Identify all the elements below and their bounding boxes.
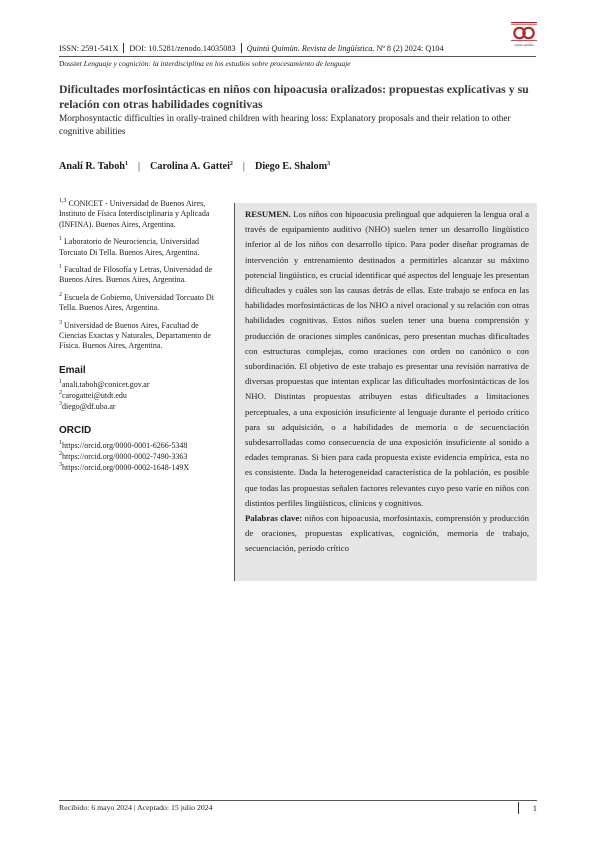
affiliation: $^2$ Escuela de Gobierno, Universidad Torcuato Di Tella. Buenos Aires, Argentina. <box>59 291 214 313</box>
dossier-title: Lenguaje y cognición: la interdisciplina en los estudios sobre procesamiento de lenguaje <box>83 59 351 68</box>
orcid-heading: ORCID <box>59 425 92 437</box>
affiliation: $^3$ Universidad de Buenos Aires, Facultad de Ciencias Exactas y Naturales, Departamento de Física. Buenos Aires, Argentina. <box>59 319 211 351</box>
author-separator: | <box>137 161 141 172</box>
abstract-box <box>234 203 537 581</box>
author-list <box>59 160 539 174</box>
article-title: Dificultades morfosintácticas en niños con hipoacusia oralizados: propuestas explicativas y su relación con otras habilidades cognitivas <box>59 82 529 111</box>
dossier-line <box>59 59 539 69</box>
author-name: Analí R. Taboh$^1$ <box>59 161 128 172</box>
orcid-link[interactable]: $^2$https://orcid.org/0000-0002-7490-3363 <box>59 450 188 461</box>
affiliation: $^1$ Laboratorio de Neurociencia, Universidad Torcuato Di Tella. Buenos Aires, Argentina. <box>59 236 200 257</box>
journal-name: Quintú Quimün. Revista de lingüística. <box>246 44 375 53</box>
dossier-label: Dossier <box>59 59 82 68</box>
abstract-body <box>245 207 529 511</box>
author-separator: | <box>242 161 245 172</box>
author-name: Carolina A. Gattei$^2$ <box>150 161 233 172</box>
header-separator <box>123 43 124 53</box>
issn: ISSN: 2591-541X <box>59 44 119 53</box>
footer-separator <box>518 802 519 814</box>
journal-header <box>59 43 499 54</box>
author-name: Diego E. Shalom$^3$ <box>254 161 331 172</box>
article-subtitle: Morphosyntactic difficulties in orally-trained children with hearing loss: Explanatory proposals and their relation to other cognitive abilities <box>59 114 511 137</box>
email-link[interactable]: $^3$diego@df.uba.ar <box>59 401 116 412</box>
page-number: 1 <box>532 803 537 813</box>
email-link[interactable]: $^2$carogattei@utdt.edu <box>59 390 127 401</box>
footer-rule <box>59 800 537 801</box>
keywords-text: niños con hipoacusia, morfosintaxis, comprensión y producción de oraciones, propuestas explicativas, cognición, memoria de trabajo, secuenciación, periodo crítico <box>245 513 529 554</box>
email-link[interactable]: $^1$anali.taboh@conicet.gov.ar <box>59 379 150 390</box>
submission-dates: Recibido: 6 mayo 2024 | Aceptado: 15 julio 2024 <box>59 803 213 812</box>
abstract-text: Los niños con hipoacusia prelingual que adquieren la lengua oral a través de equipamiento auditivo (NHO) suelen tener un desarrollo lingüístico inferior al de los niños con desarrollo típico. Para poder diseñar programas de intervención y entrenamiento destinados a permitirles alcanzar su máximo potencial lingüístico, es crucial identificar qué aspectos del lenguaje les presentan dificultades y cuáles son las causas detrás de ellas. Este trabajo se enfoca en las habilidades morfosintácticas de los NHO a nivel oracional y su relación con otras habilidades cognitivas. Estos niños suelen tener una buena comprensión y producción de oraciones simples canónicas, pero presentan muchas dificultades con estructuras complejas, como oraciones con orden no canónico o con subordinación. El objetivo de este trabajo es presentar una revisión narrativa de diversas propuestas que intentan explicar las dificultades morfosintácticas de los NHO. Distintas propuestas atribuyen estas dificultades a limitaciones perceptuales, a una exposición insuficiente al lenguaje durante el periodo crítico para su adquisición, o a habilidades de memoria o de secuenciación subdesarrolladas como consecuencia de una exposición insuficiente al sonido a edades tempranas. Si bien para cada propuesta existe evidencia empírica, esta no es consistente. Dada la heterogeneidad característica de la población, es posible que todas las propuestas señalen factores relevantes cuyo peso varíe en niños con distintos perfiles lingüísticos, clínicos y cognitivos. <box>245 209 529 508</box>
affiliations-column <box>59 199 227 473</box>
keywords <box>245 511 529 557</box>
header-rule <box>59 56 536 57</box>
logo-caption: Quintú Quimün <box>514 43 534 47</box>
affiliation: $^{1,3}$ CONICET - Universidad de Buenos Aires, Instituto de Física Interdisciplinaria y Aplicada (INFINA). Buenos Aires, Argentina. <box>59 198 210 229</box>
header-separator <box>241 43 242 53</box>
doi[interactable]: DOI: 10.5281/zenodo.14035083 <box>129 44 236 53</box>
email-heading: Email <box>59 364 86 376</box>
journal-logo-icon <box>509 19 539 43</box>
abstract-label: RESUMEN. <box>245 209 291 219</box>
issue-info: Nº 8 (2) 2024: Q104 <box>376 44 444 53</box>
affiliation: $^1$ Facultad de Filosofía y Letras, Universidad de Buenos Aires. Buenos Aires, Argentina. <box>59 264 213 285</box>
orcid-link[interactable]: $^1$https://orcid.org/0000-0001-6266-5348 <box>59 439 188 450</box>
keywords-label: Palabras clave: <box>245 513 303 524</box>
orcid-link[interactable]: $^3$https://orcid.org/0000-0002-1648-149X <box>59 461 190 472</box>
